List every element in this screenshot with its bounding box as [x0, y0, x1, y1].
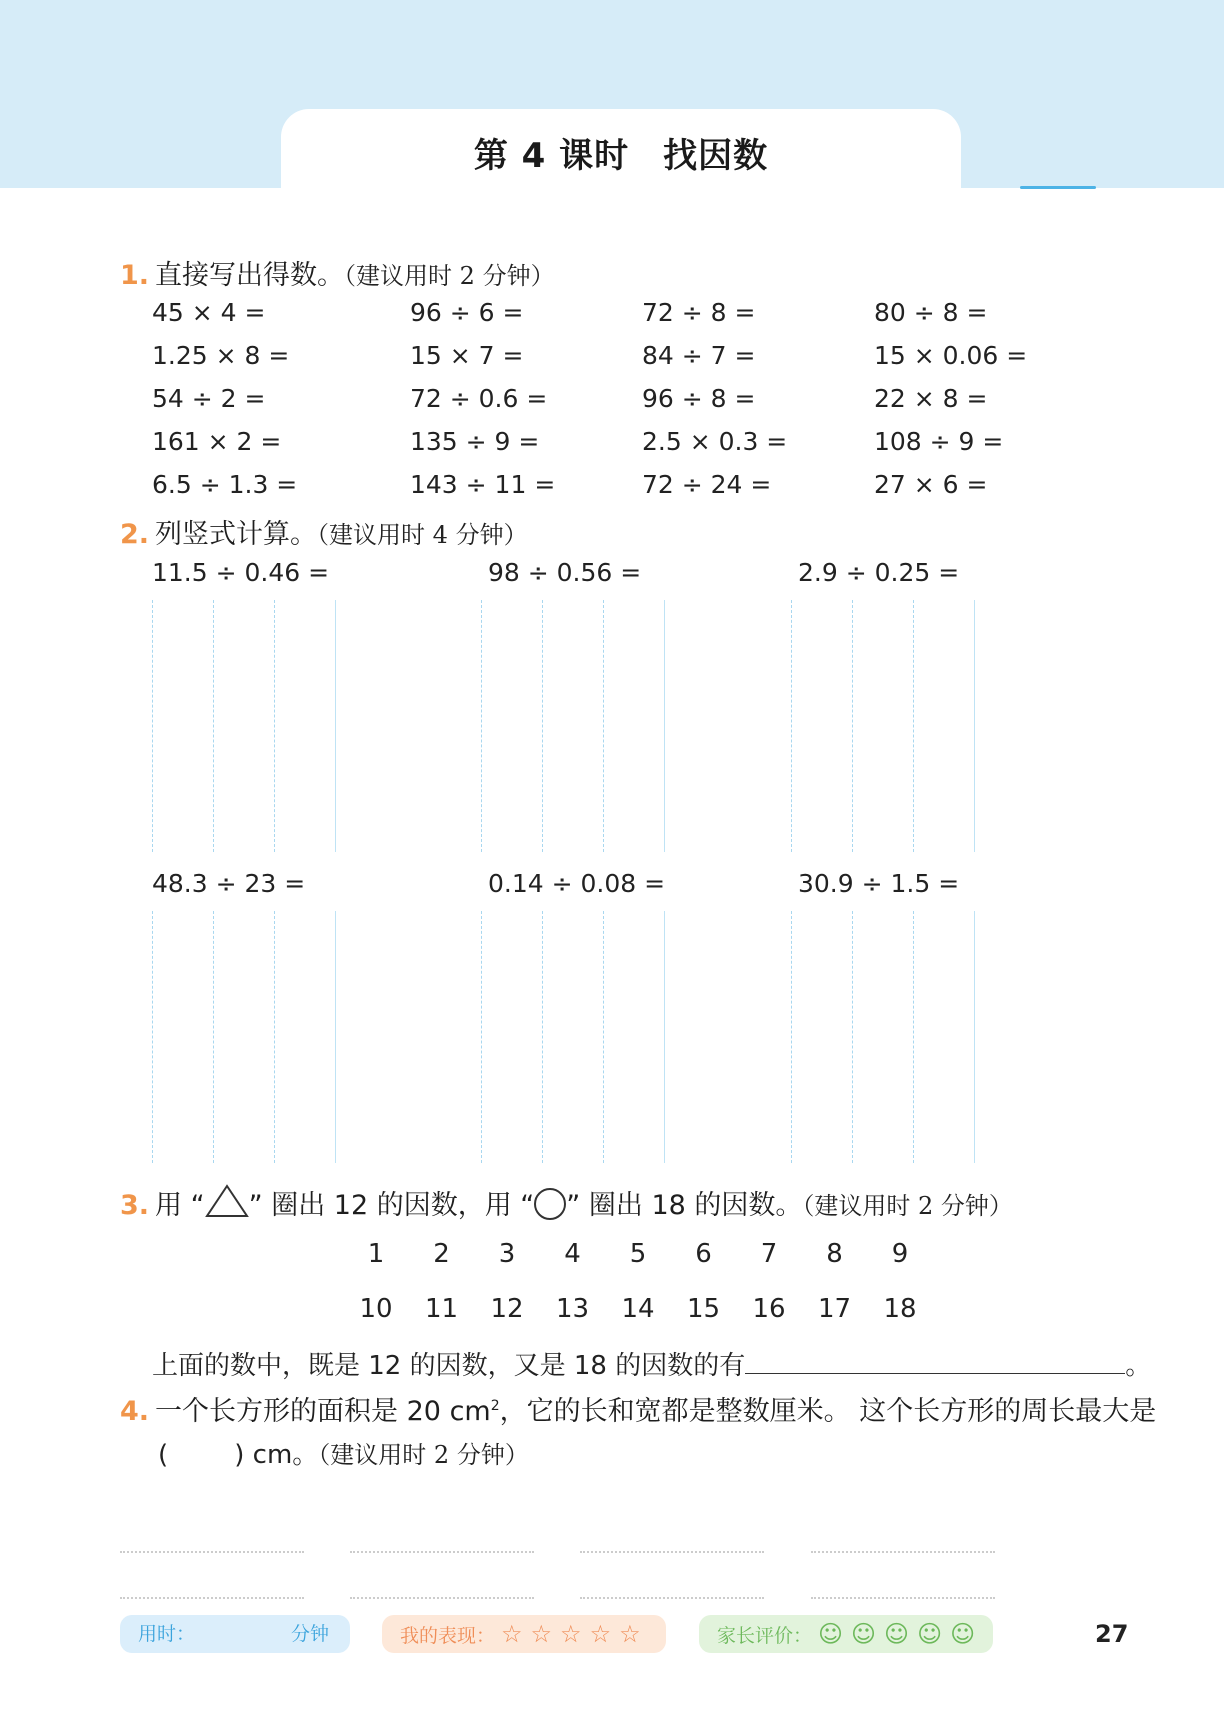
work-grid-line — [335, 600, 336, 852]
vertical-calc-problem: 98 ÷ 0.56 = — [488, 558, 642, 587]
number-10[interactable]: 10 — [359, 1294, 393, 1324]
time-hint: （建议用时 2 分钟） — [344, 262, 555, 290]
oral-calc-item: 96 ÷ 6 = — [410, 298, 524, 327]
oral-calc-item: 135 ÷ 9 = — [410, 427, 540, 456]
number-2[interactable]: 2 — [433, 1239, 450, 1269]
vertical-calc-problem: 0.14 ÷ 0.08 = — [488, 869, 666, 898]
fill-in-text: 上面的数中，既是 12 的因数，又是 18 的因数的有 — [152, 1351, 746, 1381]
work-grid-line — [913, 911, 914, 1163]
number-11[interactable]: 11 — [424, 1294, 459, 1324]
question-1-heading — [120, 253, 555, 292]
work-grid-line — [664, 911, 665, 1163]
page-title — [281, 128, 961, 177]
oral-calc-item: 84 ÷ 7 = — [642, 341, 756, 370]
number-14[interactable]: 14 — [621, 1294, 655, 1324]
question-number: 3. — [120, 1190, 150, 1221]
question-text: 列竖式计算。 — [155, 519, 318, 550]
work-grid-line — [603, 600, 604, 852]
number-7[interactable]: 7 — [760, 1239, 778, 1269]
dotted-line — [811, 1551, 995, 1553]
lesson-topic: 找因数 — [663, 136, 769, 176]
dotted-line — [120, 1551, 304, 1553]
oral-calc-item: 45 × 4 = — [152, 298, 266, 327]
oral-calc-item: 15 × 0.06 = — [874, 341, 1028, 370]
dotted-line — [350, 1597, 534, 1599]
work-grid-line — [664, 600, 665, 852]
work-grid-line — [213, 600, 214, 852]
star-icons[interactable]: ☆☆☆☆☆ — [501, 1620, 649, 1648]
work-grid-line — [852, 911, 853, 1163]
work-grid-line — [274, 911, 275, 1163]
number-1[interactable]: 1 — [367, 1239, 385, 1269]
triangle-icon — [205, 1184, 249, 1218]
number-8[interactable]: 8 — [826, 1239, 843, 1269]
parent-label: 家长评价： — [717, 1625, 813, 1647]
work-grid-line — [974, 911, 975, 1163]
work-grid-line — [481, 911, 482, 1163]
number-16[interactable]: 16 — [752, 1294, 786, 1324]
work-grid-line — [213, 911, 214, 1163]
vertical-calc-problem: 11.5 ÷ 0.46 = — [152, 558, 330, 587]
oral-calc-item: 108 ÷ 9 = — [874, 427, 1004, 456]
question-text: 直接写出得数。 — [155, 260, 345, 291]
smiley-icons[interactable]: ☺☺☺☺☺ — [818, 1620, 984, 1648]
oral-calc-item: 15 × 7 = — [410, 341, 524, 370]
question-2-heading — [120, 512, 528, 551]
superscript: 2 — [490, 1398, 500, 1414]
question-4-heading — [120, 1389, 1156, 1428]
fill-in-end: 。 — [1125, 1351, 1152, 1381]
self-rating-box — [382, 1615, 666, 1653]
time-hint: （建议用时 4 分钟） — [317, 521, 528, 549]
question-text-b: ，它的长和宽都是整数厘米。 这个长方形的周长最大是 — [499, 1396, 1157, 1427]
question-number: 4. — [120, 1396, 150, 1427]
time-hint: （建议用时 2 分钟） — [318, 1441, 529, 1469]
oral-calc-item: 96 ÷ 8 = — [642, 384, 756, 413]
oral-calc-item: 80 ÷ 8 = — [874, 298, 988, 327]
work-grid-line — [542, 911, 543, 1163]
question-text-a: 一个长方形的面积是 20 cm — [155, 1396, 491, 1427]
oral-calc-item: 72 ÷ 8 = — [642, 298, 756, 327]
number-13[interactable]: 13 — [555, 1294, 590, 1324]
oral-calc-item: 2.5 × 0.3 = — [642, 427, 788, 456]
time-used-box — [120, 1615, 350, 1653]
dotted-line — [580, 1551, 764, 1553]
question-text-a: 用 “ — [155, 1190, 205, 1221]
performance-label: 我的表现： — [400, 1625, 496, 1647]
page-number: 27 — [1095, 1620, 1129, 1648]
oral-calc-item: 54 ÷ 2 = — [152, 384, 266, 413]
number-12[interactable]: 12 — [490, 1294, 524, 1324]
work-grid-line — [852, 600, 853, 852]
time-unit: 分钟 — [291, 1623, 330, 1645]
number-3[interactable]: 3 — [498, 1239, 516, 1269]
question-number: 1. — [120, 260, 150, 291]
dotted-line — [350, 1551, 534, 1553]
answer-blank[interactable] — [745, 1347, 1125, 1374]
work-grid-line — [152, 911, 153, 1163]
work-grid-line — [152, 600, 153, 852]
oral-calc-item: 27 × 6 = — [874, 470, 988, 499]
oral-calc-item: 72 ÷ 0.6 = — [410, 384, 548, 413]
question-4-line-2 — [158, 1434, 529, 1471]
work-grid-line — [335, 911, 336, 1163]
vertical-calc-problem: 30.9 ÷ 1.5 = — [798, 869, 960, 898]
answer-parentheses[interactable]: ( ) cm。 — [158, 1440, 319, 1470]
work-grid-line — [274, 600, 275, 852]
vertical-calc-problem: 2.9 ÷ 0.25 = — [798, 558, 960, 587]
work-grid-line — [603, 911, 604, 1163]
oral-calc-item: 1.25 × 8 = — [152, 341, 290, 370]
number-9[interactable]: 9 — [891, 1239, 909, 1269]
question-text-c: ” 圈出 18 的因数。 — [566, 1190, 803, 1221]
work-grid-line — [791, 911, 792, 1163]
dotted-line — [811, 1597, 995, 1599]
parent-rating-box — [699, 1615, 993, 1653]
oral-calc-item: 22 × 8 = — [874, 384, 988, 413]
oral-calc-item: 143 ÷ 11 = — [410, 470, 556, 499]
circle-icon — [534, 1188, 566, 1220]
work-grid-line — [974, 600, 975, 852]
time-label: 用时： — [138, 1623, 196, 1645]
number-18[interactable]: 18 — [883, 1294, 917, 1324]
oral-calc-item: 161 × 2 = — [152, 427, 282, 456]
number-15[interactable]: 15 — [686, 1294, 721, 1324]
number-4[interactable]: 4 — [564, 1239, 581, 1269]
work-grid-line — [481, 600, 482, 852]
vertical-calc-problem: 48.3 ÷ 23 = — [152, 869, 306, 898]
number-5[interactable]: 5 — [629, 1239, 647, 1269]
question-3-heading — [120, 1183, 1013, 1222]
question-number: 2. — [120, 519, 150, 550]
lesson-label: 第 4 课时 — [473, 136, 630, 176]
dotted-line — [120, 1597, 304, 1599]
header-accent-line — [1020, 186, 1096, 189]
fill-in-sentence — [152, 1345, 1151, 1382]
oral-calc-item: 72 ÷ 24 = — [642, 470, 772, 499]
question-text-b: ” 圈出 12 的因数，用 “ — [248, 1190, 535, 1221]
work-grid-line — [913, 600, 914, 852]
number-6[interactable]: 6 — [695, 1239, 712, 1269]
oral-calc-item: 6.5 ÷ 1.3 = — [152, 470, 298, 499]
work-grid-line — [542, 600, 543, 852]
dotted-line — [580, 1597, 764, 1599]
number-17[interactable]: 17 — [817, 1294, 852, 1324]
time-hint: （建议用时 2 分钟） — [802, 1192, 1013, 1220]
work-grid-line — [791, 600, 792, 852]
